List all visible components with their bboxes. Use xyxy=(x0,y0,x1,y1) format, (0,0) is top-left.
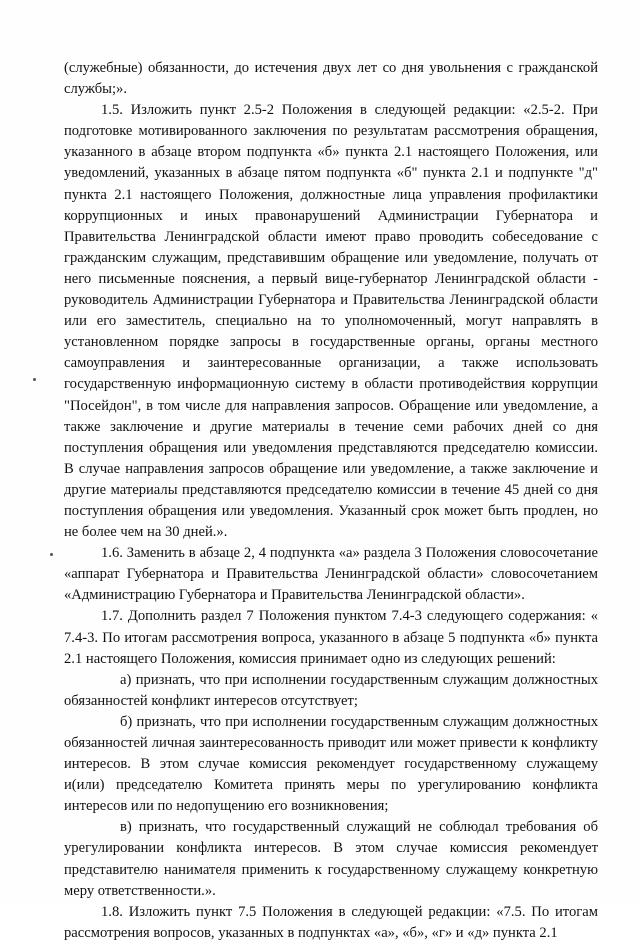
paragraph-item-1-5: 1.5. Изложить пункт 2.5-2 Положения в следующей редакции: «2.5-2. При подготовке мотивированного заключения по результатам рассмотрения обращения, указанного в абзаце втором подпункта «б» пункта 2.1 настоящего Положения, или уведомлений, указанных в абзаце пятом подпункта «б" пункта 2.1 и подпункте "д" пункта 2.1 настоящего Положения, должностные лица управления профилактики коррупционных и иных правонарушений Администрации Губернатора и Правительства Ленинградской области имеют право проводить собеседование с гражданским служащим, представившим обращение или уведомление, получать от него письменные пояснения, а первый вице-губернатор Ленинградской области - руководитель Администрации Губернатора и Правительства Ленинградской области или его заместитель, специально на то уполномоченный, могут направлять в установленном порядке запросы в государственные органы, органы местного самоуправления и заинтересованные организации, а также использовать государственную информационную систему в области противодействия коррупции "Посейдон", в том числе для направления запросов. Обращение или уведомление, а также заключение и другие материалы в течение семи рабочих дней со дня поступления обращения или уведомления представляются председателю комиссии. В случае направления запросов обращение или уведомление, а также заключение и другие материалы представляются председателю комиссии в течение 45 дней со дня поступления обращения или уведомления. Указанный срок может быть продлен, но не более чем на 30 дней.». xyxy=(64,102,598,541)
document-body xyxy=(64,58,598,944)
paragraph-continuation: (служебные) обязанности, до истечения двух лет со дня увольнения с гражданской службы;». xyxy=(64,60,598,98)
paragraph-item-1-8: 1.8. Изложить пункт 7.5 Положения в следующей редакции: «7.5. По итогам рассмотрения вопросов, указанных в подпунктах «а», «б», «г» и «д» пункта 2.1 xyxy=(64,903,598,941)
scan-dot-mark xyxy=(33,378,36,381)
paragraph-item-1-7: 1.7. Дополнить раздел 7 Положения пунктом 7.4-3 следующего содержания: « 7.4-3. По итогам рассмотрения вопроса, указанного в абзаце 5 подпункта «б» пункта 2.1 настоящего Положения, комиссия принимает одно из следующих решений: xyxy=(64,608,598,667)
paragraph-subitem-b: б) признать, что при исполнении государственным служащим должностных обязанностей личная заинтересованность приводит или может привести к конфликту интересов. В этом случае комиссия рекомендует государственному служащему и(или) председателю Комитета принять меры по урегулированию конфликта интересов или по недопущению его возникновения; xyxy=(64,713,598,815)
paragraph-subitem-v: в) признать, что государственный служащий не соблюдал требования об урегулировании конфликта интересов. В этом случае комиссия рекомендует представителю нанимателя применить к государственному служащему конкретную меру ответственности.». xyxy=(64,819,598,899)
scan-dot-mark xyxy=(50,553,53,556)
paragraph-subitem-a: а) признать, что при исполнении государственным служащим должностных обязанностей конфликт интересов отсутствует; xyxy=(64,671,598,709)
paragraph-item-1-6: 1.6. Заменить в абзаце 2, 4 подпункта «а» раздела 3 Положения словосочетание «аппарат Губернатора и Правительства Ленинградской области» словосочетанием «Администрацию Губернатора и Правительства Ленинградской области». xyxy=(64,545,598,604)
